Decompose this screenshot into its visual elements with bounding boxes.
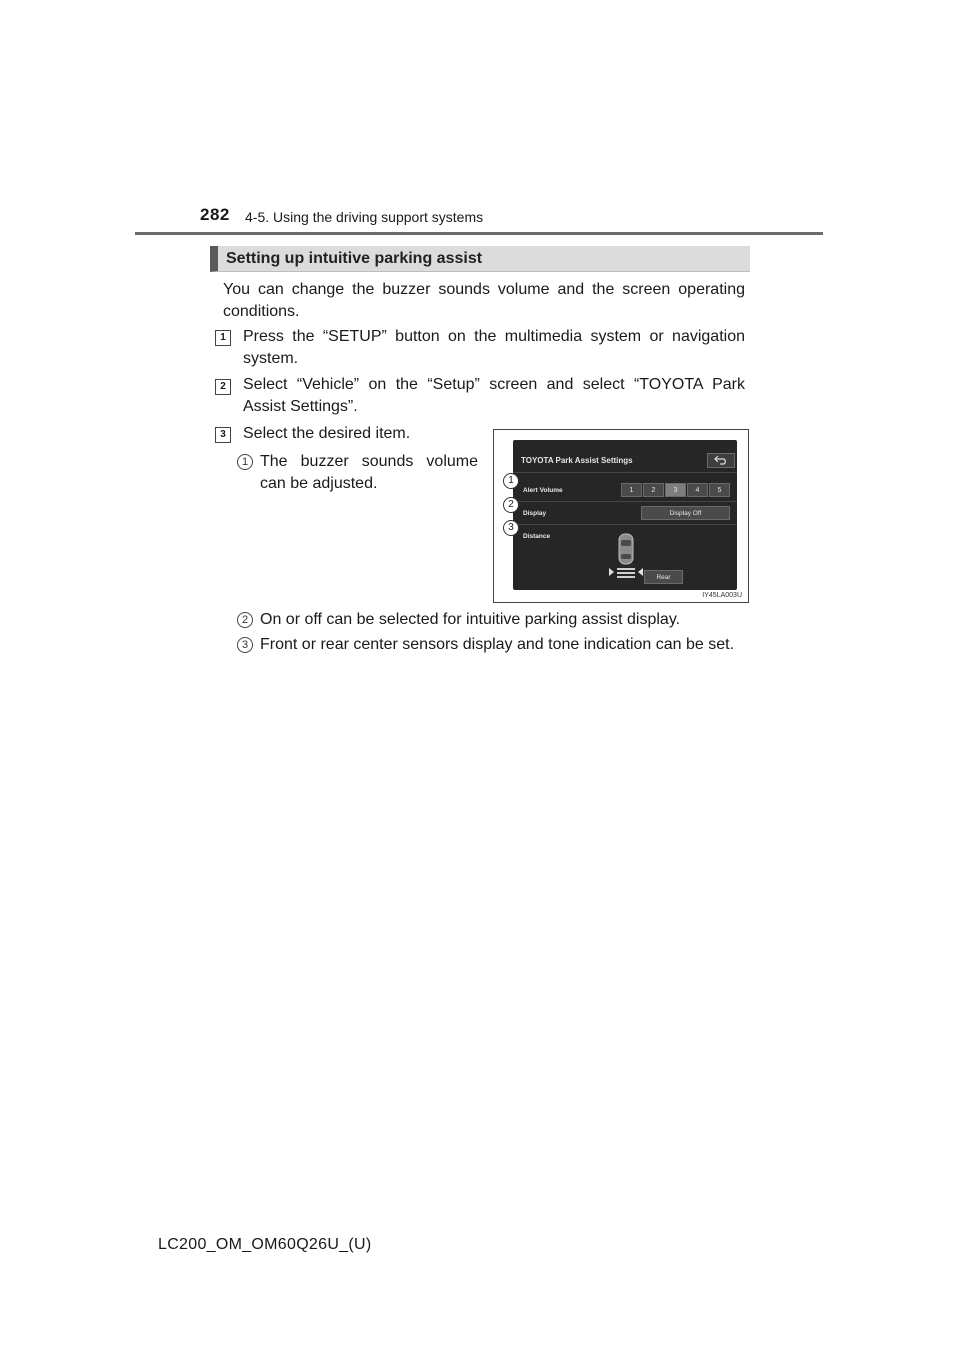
item-1-text: The buzzer sounds volume can be adjusted. [260,453,478,492]
callout-3: 3 [503,520,519,536]
running-header: 4-5. Using the driving support systems [245,209,484,225]
settings-screen-figure [493,429,749,603]
divider [513,501,737,502]
intro-paragraph: You can change the buzzer sounds volume and the screen operating conditions. [223,281,745,320]
callout-1: 1 [503,473,519,489]
step-1-text: Press the “SETUP” button on the multimedia system or navigation system. [243,328,745,367]
step-number-2: 2 [215,379,231,395]
volume-button-4[interactable]: 4 [687,483,708,497]
section-heading [210,246,750,272]
volume-button-2[interactable]: 2 [643,483,664,497]
volume-button-5[interactable]: 5 [709,483,730,497]
step-number-3: 3 [215,427,231,443]
section-heading-text: Setting up intuitive parking assist [226,250,483,267]
item-number-1: 1 [237,454,253,470]
figure-id: IY45LA003U [702,592,742,599]
screen-title: TOYOTA Park Assist Settings [521,456,633,465]
settings-screen [513,440,737,590]
item-number-3: 3 [237,637,253,653]
display-label: Display [523,510,547,517]
footer-document-code: LC200_OM_OM60Q26U_(U) [158,1236,372,1253]
display-off-button[interactable]: Display Off [641,506,730,520]
page-number: 282 [200,205,230,224]
item-2-text: On or off can be selected for intuitive parking assist display. [260,611,681,628]
rear-button[interactable]: Rear [644,570,683,584]
step-2-text: Select “Vehicle” on the “Setup” screen and select “TOYOTA Park Assist Settings”. [243,376,745,415]
step-number-1: 1 [215,330,231,346]
back-button[interactable] [707,453,735,468]
alert-volume-label: Alert Volume [523,487,563,494]
back-arrow-icon [714,455,728,465]
distance-label: Distance [523,533,551,540]
callout-2: 2 [503,497,519,513]
item-number-2: 2 [237,612,253,628]
vehicle-sensor-icon [606,530,646,590]
step-3-text: Select the desired item. [243,425,411,442]
divider [513,472,737,473]
header-rule [135,232,823,235]
volume-button-1[interactable]: 1 [621,483,642,497]
volume-button-3[interactable]: 3 [665,483,686,497]
item-3-text: Front or rear center sensors display and tone indication can be set. [260,636,735,653]
divider [513,524,737,525]
